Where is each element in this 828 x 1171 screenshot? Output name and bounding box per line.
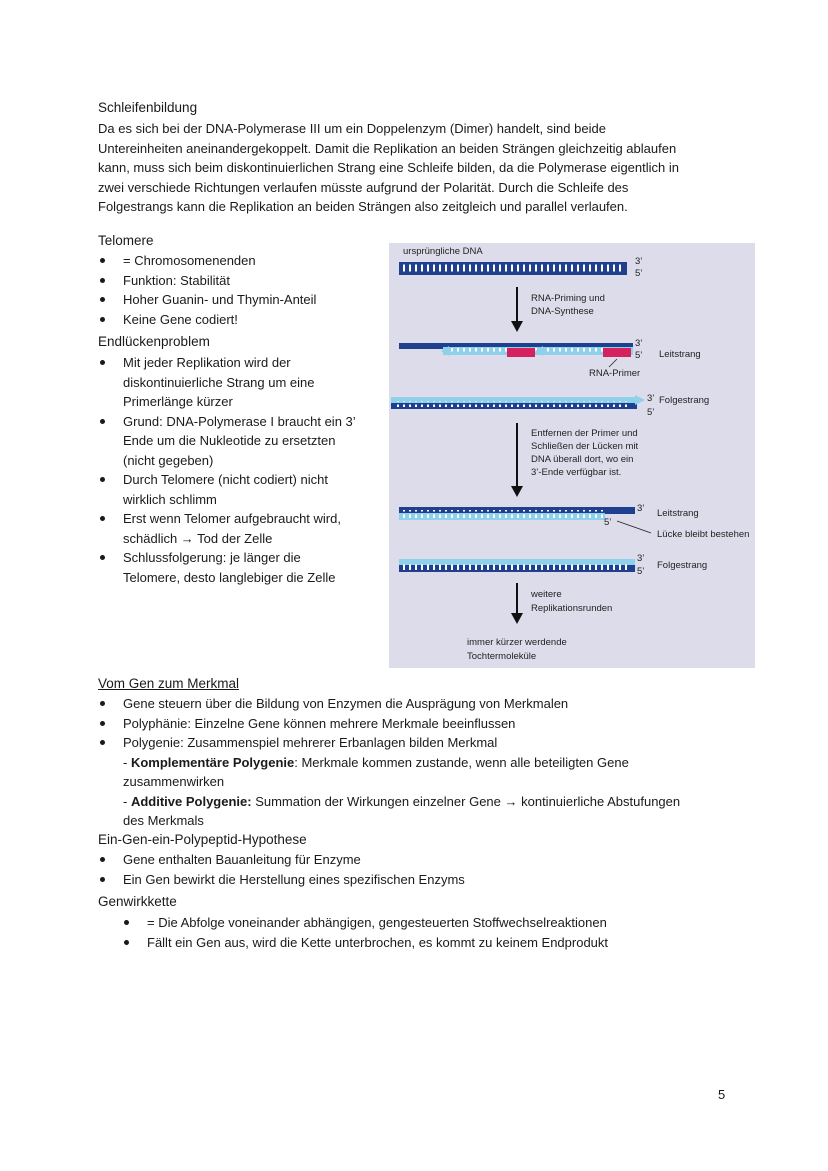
- list-item-line: Polygenie: Zusammenspiel mehrerer Erbanlagen bilden Merkmal: [123, 735, 498, 750]
- arrow-head: [511, 321, 523, 332]
- term-bold: Additive Polygenie:: [130, 793, 252, 809]
- label-5-prime: 5’: [635, 268, 643, 279]
- list-item-line: des Merkmals: [123, 813, 204, 828]
- genwirkkette-list: [122, 913, 742, 952]
- list-item: Hoher Guanin- und Thymin-Anteil: [98, 290, 368, 310]
- endproblem-list: [98, 353, 378, 587]
- list-item: Polyphänie: Einzelne Gene können mehrere Merkmale beeinflussen: [98, 714, 738, 734]
- label-3-prime: 3’: [637, 503, 645, 514]
- dash: -: [123, 793, 131, 809]
- list-item: Keine Gene codiert!: [98, 310, 368, 330]
- arrow-head: [635, 395, 645, 405]
- leading-strand-with-primers: [399, 343, 633, 357]
- arrow-head: [511, 613, 523, 624]
- page-number: 5: [718, 1087, 726, 1102]
- heading-schleifenbildung: Schleifenbildung: [98, 100, 198, 115]
- rna-primer: [603, 348, 631, 357]
- label-3-prime: 3’: [635, 256, 643, 267]
- step-label: DNA-Synthese: [531, 306, 594, 317]
- label-folgestrang: Folgestrang: [659, 395, 710, 406]
- step-label: Replikationsrunden: [531, 603, 613, 614]
- paragraph-line: Folgestrangs kann die Replikation an beiden Strängen also zeitgleich und parallel verlaufen.: [98, 199, 628, 214]
- term-bold: Komplementäre Polygenie: [130, 754, 295, 770]
- hypothese-list: [98, 850, 738, 889]
- step-label: Schließen der Lücken mit: [531, 441, 639, 452]
- rna-primer: [507, 348, 535, 357]
- dash: -: [123, 754, 131, 770]
- paragraph-line: Da es sich bei der DNA-Polymerase III um ein Doppelenzym (Dimer) handelt, sind beide: [98, 121, 606, 136]
- figure-title: ursprüngliche DNA: [403, 246, 483, 257]
- label-rna-primer: RNA-Primer: [589, 368, 641, 379]
- label-folgestrang: Folgestrang: [657, 560, 708, 571]
- lagging-strand-complete: [399, 559, 635, 572]
- term-text: : Merkmale kommen zustande, wenn alle beteiligten Gene: [294, 754, 629, 770]
- komplementaere-polygenie: [123, 753, 738, 773]
- list-item-line: zusammenwirken: [123, 774, 225, 789]
- label-3-prime: 3’: [647, 393, 655, 404]
- heading-genwirkkette: Genwirkkette: [98, 894, 177, 909]
- telomere-replication-figure: [389, 243, 755, 668]
- list-item-line: schädlich → Tod der Zelle: [123, 530, 273, 546]
- paragraph-schleifenbildung: [98, 119, 733, 217]
- list-item-line: Schlussfolgerung: je länger die: [123, 550, 301, 565]
- telomere-list: [98, 251, 368, 329]
- list-item: = Die Abfolge voneinander abhängigen, gengesteuerten Stoffwechselreaktionen: [122, 913, 742, 933]
- list-item-line: Mit jeder Replikation wird der: [123, 355, 291, 370]
- paragraph-line: kann, muss sich beim diskontinuierlichen Strang eine Schleife bilden, da die Polymerase eigentlich in: [98, 160, 679, 175]
- list-item: [98, 509, 378, 548]
- list-item-line: Primerlänge kürzer: [123, 394, 233, 409]
- step-label: DNA überall dort, wo ein: [531, 454, 634, 465]
- step-label: 3’-Ende verfügbar ist.: [531, 467, 622, 478]
- gap-pointer: [617, 521, 651, 533]
- list-item: [98, 548, 378, 587]
- label-5-prime: 5’: [635, 350, 643, 361]
- list-item-line: diskontinuierliche Strang um eine: [123, 374, 315, 390]
- list-item: [98, 470, 378, 509]
- list-item: Gene enthalten Bauanleitung für Enzyme: [98, 850, 738, 870]
- list-item-line: Ende um die Nukleotide zu ersetzten: [123, 433, 336, 448]
- label-5-prime: 5’: [637, 566, 645, 577]
- list-item: [98, 353, 378, 412]
- original-dna: [399, 262, 627, 275]
- heading-hypothese: Ein-Gen-ein-Polypeptid-Hypothese: [98, 832, 307, 847]
- dna-basepairs: [395, 401, 631, 407]
- paragraph-line: zwei verschiede Richtungen verlaufen müsste aufgrund der Polarität. Durch die Schleife des: [98, 179, 629, 195]
- label-3-prime: 3’: [635, 338, 643, 349]
- label-5-prime: 5’: [647, 407, 655, 418]
- result-label: Tochtermoleküle: [467, 651, 537, 662]
- heading-endlueckenproblem: Endlückenproblem: [98, 334, 210, 349]
- step-label: Entfernen der Primer und: [531, 428, 638, 439]
- label-leitstrang: Leitstrang: [657, 508, 699, 519]
- result-label: immer kürzer werdende: [467, 637, 567, 648]
- label-gap: Lücke bleibt bestehen: [657, 529, 750, 540]
- paragraph-line: Untereinheiten aneinandergekoppelt. Damit die Replikation an beiden Strängen gleichzeitig ablaufen: [98, 140, 677, 156]
- list-item-line: Durch Telomere (nicht codiert) nicht: [123, 472, 328, 487]
- list-item: [98, 412, 378, 471]
- label-leitstrang: Leitstrang: [659, 349, 701, 360]
- arrow-head: [511, 486, 523, 497]
- term-text: Summation der Wirkungen einzelner Gene → kontinuierliche Abstufungen: [251, 793, 681, 809]
- replication-diagram: [389, 243, 755, 668]
- step-label: RNA-Priming und: [531, 293, 605, 304]
- heading-telomere: Telomere: [98, 233, 154, 248]
- gen-merkmal-list: [98, 694, 738, 831]
- leading-strand-gap: [399, 507, 635, 520]
- list-item: [98, 733, 738, 831]
- dna-basepairs: [403, 510, 603, 518]
- step-label: weitere: [531, 589, 562, 600]
- additive-polygenie: [123, 792, 738, 812]
- list-item: = Chromosomenenden: [98, 251, 368, 271]
- list-item-line: (nicht gegeben): [123, 452, 214, 468]
- dna-basepairs: [403, 264, 625, 273]
- list-item-line: Telomere, desto langlebiger die Zelle: [123, 569, 336, 585]
- list-item-line: Grund: DNA-Polymerase I braucht ein 3’: [123, 413, 356, 429]
- label-5-prime: 5’: [604, 517, 612, 528]
- list-item: Ein Gen bewirkt die Herstellung eines spezifischen Enzyms: [98, 870, 738, 890]
- primer-pointer: [609, 359, 617, 367]
- list-item: Fällt ein Gen aus, wird die Kette unterbrochen, es kommt zu keinem Endprodukt: [122, 933, 742, 953]
- list-item: Gene steuern über die Bildung von Enzymen die Ausprägung von Merkmalen: [98, 694, 738, 714]
- dna-basepairs: [403, 562, 631, 570]
- list-item: Funktion: Stabilität: [98, 271, 368, 291]
- heading-gen-zum-merkmal: Vom Gen zum Merkmal: [98, 676, 240, 691]
- lagging-strand: [391, 395, 645, 409]
- label-3-prime: 3’: [637, 553, 645, 564]
- list-item-line: Erst wenn Telomer aufgebraucht wird,: [123, 511, 341, 526]
- list-item-line: wirklich schlimm: [123, 491, 217, 507]
